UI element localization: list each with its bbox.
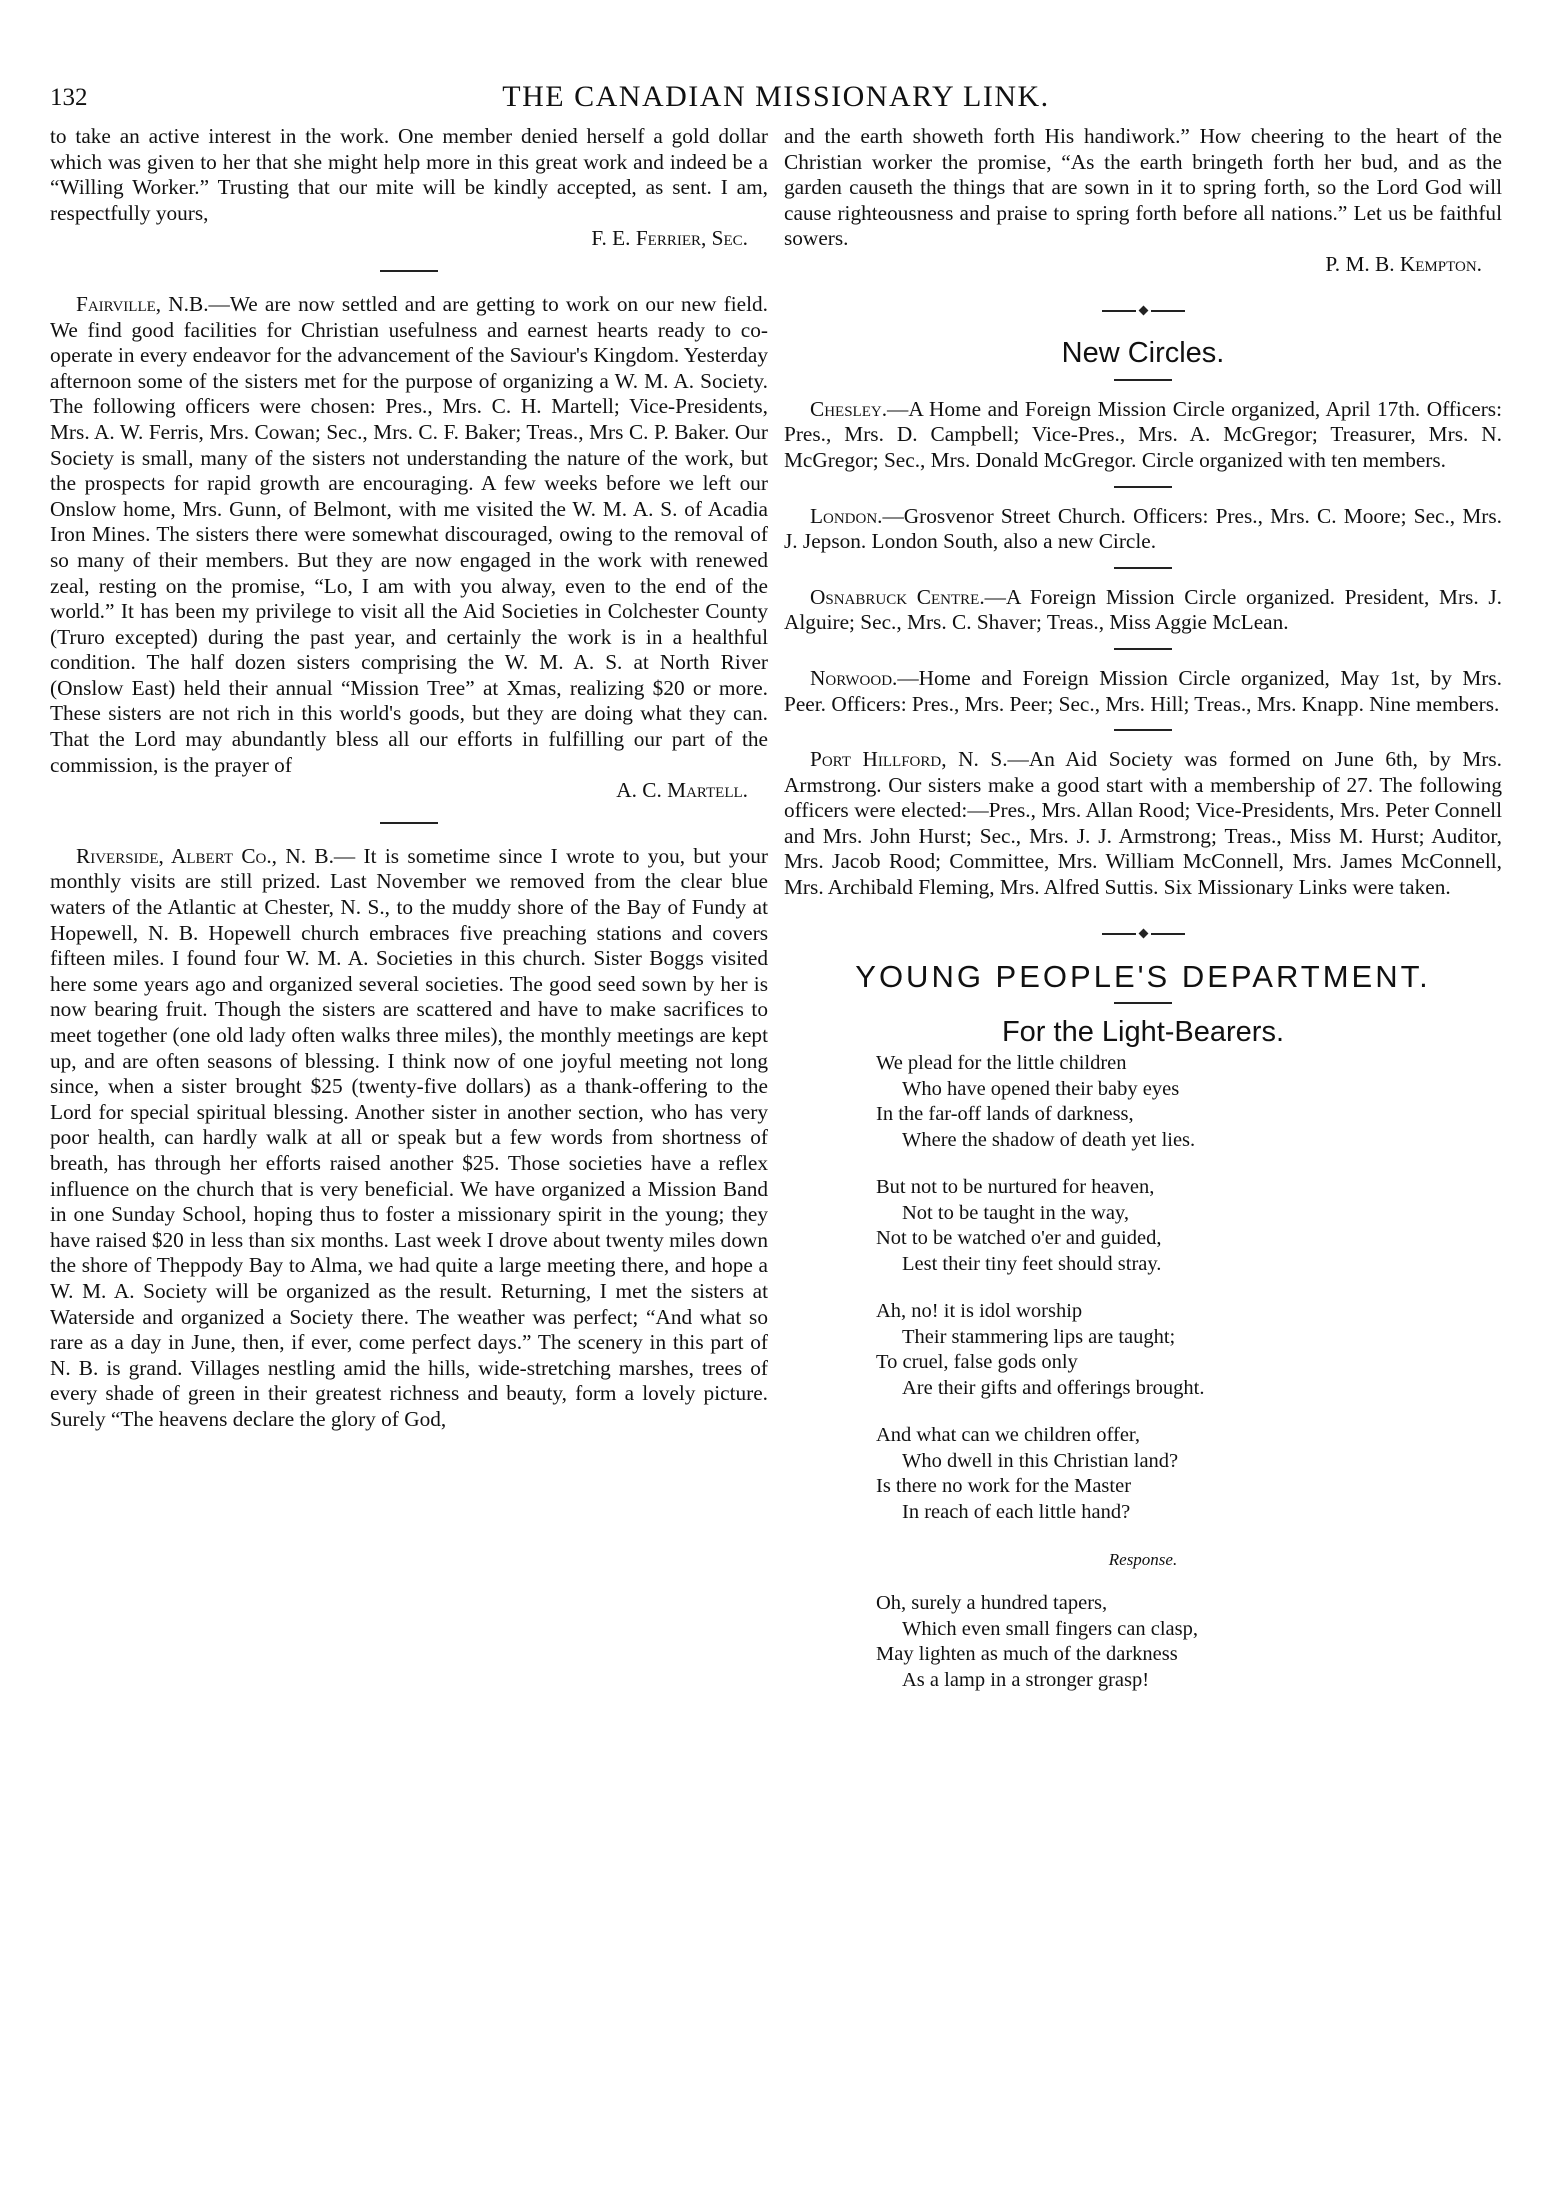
young-peoples-heading: YOUNG PEOPLE'S DEPARTMENT. [855,959,1431,995]
poem-line: Who have opened their baby eyes [902,1077,1180,1100]
poem-line: Not to be watched o'er and guided, [876,1227,1162,1250]
section-divider [1114,729,1172,731]
poem-stanza [876,1051,1502,1153]
section-divider [1114,648,1172,650]
circle-text: —Grosvenor Street Church. Officers: Pres., Mrs. C. Moore; Sec., Mrs. J. Jepson. London South, also a new Circle. [784,503,1502,554]
page-columns [50,124,1502,1715]
right-column [784,124,1502,1715]
section-divider [380,822,438,824]
new-circles-heading: New Circles. [1061,337,1225,370]
fairville-place: Fairville, N.B. [76,291,209,316]
left-column [50,124,768,1715]
poem-line: Not to be taught in the way, [902,1201,1129,1224]
riverside-letter [50,844,768,1433]
circle-entry [784,666,1502,717]
poem-stanza [876,1299,1502,1401]
section-divider [380,270,438,272]
fairville-letter [50,292,768,778]
poem-stanza [876,1591,1502,1693]
poem-line: Lest their tiny feet should stray. [902,1252,1162,1275]
kempton-signature: P. M. B. Kempton. [1325,251,1482,276]
intro-signature: F. E. Ferrier, Sec. [591,226,748,251]
circle-place: Chesley. [810,396,888,421]
circle-entry [784,585,1502,636]
poem-line: As a lamp in a stronger grasp! [902,1668,1150,1691]
circle-entry [784,504,1502,555]
poem-line: In reach of each little hand? [902,1500,1131,1523]
intro-paragraph: to take an active interest in the work. One member denied herself a gold dollar which was given to her that she might help more in this great work and indeed be a “Willing Worker.” Trusting that our mite will be kindly accepted, as sent. I am, respectfully yours, [50,124,768,225]
circle-entry [784,747,1502,901]
circle-place: Norwood. [810,665,898,690]
circle-entry [784,397,1502,474]
section-divider [1114,567,1172,569]
poem-line: Which even small fingers can clasp, [902,1617,1198,1640]
ornament-divider [784,921,1502,947]
circle-text: —A Home and Foreign Mission Circle organized, April 17th. Officers: Pres., Mrs. D. Campbell; Vice-Pres., Mrs. A. McGregor; Treasurer, Mrs. N. McGregor; Sec., Mrs. Donald McGregor. Circle organized with ten members. [784,396,1502,472]
poem-line: Is there no work for the Master [876,1475,1132,1498]
poem-line: Who dwell in this Christian land? [902,1449,1179,1472]
publication-title: THE CANADIAN MISSIONARY LINK. [502,80,1050,113]
page-number: 132 [50,84,88,111]
poem-stanza [876,1423,1502,1525]
poem-line: To cruel, false gods only [876,1351,1078,1374]
circle-place: Osnabruck Centre. [810,584,985,609]
page-header [50,70,1502,122]
circle-place: London. [810,503,883,528]
poem-line: Oh, surely a hundred tapers, [876,1592,1108,1615]
section-divider [1114,1002,1172,1004]
fairville-signature: A. C. Martell. [616,778,748,803]
circle-text: —An Aid Society was formed on June 6th, by Mrs. Armstrong. Our sisters make a good start with a membership of 27. The following officers were elected:—Pres., Mrs. Allan Rood; Vice-Presidents, Mrs. Peter Connell and Mrs. John Hurst; Sec., Mrs. J. J. Armstrong; Treas., Miss M. Hurst; Auditor, Mrs. Jacob Rood; Committee, Mrs. William McConnell, Mrs. James McConnell, Mrs. Archibald Fleming, Mrs. Alfred Suttis. Six Missionary Links were taken. [784,747,1503,900]
circle-text: —A Foreign Mission Circle organized. President, Mrs. J. Alguire; Sec., Mrs. C. Shaver; Treas., Miss Aggie McLean. [784,584,1502,635]
riverside-text: — It is sometime since I wrote to you, but your monthly visits are still prized. Last November we removed from the clear blue waters of the Atlantic at Chester, N. S., to the muddy shore of the Bay of Fundy at Hopewell, N. B. Hopewell church embraces five preaching stations and covers fifteen miles. I found four W. M. A. Societies in this church. Sister Boggs visited here some years ago and organized several societies. The good seed sown by her is now bearing fruit. Though the sisters are scattered and have to make sacrifices to meet together (one old lady often walks three miles), the monthly meetings are kept up, and are often seasons of blessing. I think now of one joyful meeting not long since, when a sister brought $25 (twenty-five dollars) as a thank-offering to the Lord for special spiritual blessing. Another sister in another section, who has very poor health, can hardly walk at all or speak but a few words from shortness of breath, has through her efforts raised another $25. Those societies have a reflex influence on the church that is very beneficial. We have organized a Mission Band in one Sunday School, hoping thus to foster a missionary spirit in the young; they have raised $20 in less than six months. Last week I drove about twenty miles down the shore of Theppody Bay to Alma, we had quite a large meeting there, and hope a W. M. A. Society will be organized as the result. Returning, I met the sisters at Waterside and organized a Society there. The weather was perfect; “And what so rare as a day in June, then, if ever, come perfect days.” The scenery in this part of N. B. is grand. Villages nestling amid the hills, wide-stretching marshes, trees of every shade of green in their greatest richness and beauty, form a lovely picture. Surely “The heavens declare the glory of God, [50,843,768,1431]
poem-line: Their stammering lips are taught; [902,1325,1176,1348]
poem-line: Ah, no! it is idol worship [876,1300,1083,1323]
poem-line: We plead for the little children [876,1052,1127,1075]
fairville-text: —We are now settled and are getting to work on our new field. We find good facilities for Christian usefulness and earnest hearts ready to co-operate in every endeavor for the advancement of the Saviour's Kingdom. Yesterday afternoon some of the sisters met for the purpose of organizing a W. M. A. Society. The following officers were chosen: Pres., Mrs. C. H. Martell; Vice-Presidents, Mrs. A. W. Ferris, Mrs. Cowan; Sec., Mrs. C. F. Baker; Treas., Mrs C. P. Baker. Our Society is small, many of the sisters not understanding the nature of the work, but the prospects for rapid growth are encouraging. A few weeks before we left our Onslow home, Mrs. Gunn, of Belmont, with me visited the W. M. A. S. of Acadia Iron Mines. The sisters there were somewhat discouraged, owing to the removal of so many of their members. But they are now engaged in the work with renewed zeal, resting on the promise, “Lo, I am with you alway, even to the end of the world.” It has been my privilege to visit all the Aid Societies in Colchester County (Truro excepted) during the past year, and certainly the work is in a healthful condition. The half dozen sisters comprising the W. M. A. S. at North River (Onslow East) held their annual “Mission Tree” at Xmas, realizing $20 or more. These sisters are not rich in this world's goods, but they are doing what they can. That the Lord may abundantly bless all our efforts in fulfilling our part of the commission, is the prayer of [50,291,768,777]
poem-stanza [876,1175,1502,1277]
poem-line: In the far-off lands of darkness, [876,1103,1134,1126]
poem-response [876,1591,1502,1693]
continued-paragraph: and the earth showeth forth His handiwork.” How cheering to the heart of the Christian worker the promise, “As the earth bringeth forth her bud, and as the garden causeth the things that are sown in it to spring forth, so the Lord God will cause righteousness and praise to spring forth before all nations.” Let us be faithful sowers. [784,124,1502,251]
poem [876,1051,1502,1525]
riverside-place: Riverside, Albert Co., N. B. [76,843,334,868]
section-divider [1114,486,1172,488]
poem-line: Where the shadow of death yet lies. [902,1128,1196,1151]
ornament-divider [784,298,1502,324]
poem-line: And what can we children offer, [876,1424,1141,1447]
response-label: Response. [1108,1550,1178,1570]
section-divider [1114,379,1172,381]
poem-line: But not to be nurtured for heaven, [876,1176,1155,1199]
poem-title: For the Light-Bearers. [1001,1015,1285,1048]
poem-line: May lighten as much of the darkness [876,1643,1178,1666]
poem-line: Are their gifts and offerings brought. [902,1376,1205,1399]
circle-place: Port Hillford, N. S. [810,747,1008,772]
circle-text: —Home and Foreign Mission Circle organized, May 1st, by Mrs. Peer. Officers: Pres., Mrs. Peer; Sec., Mrs. Hill; Treas., Mrs. Knapp. Nine members. [784,665,1502,716]
